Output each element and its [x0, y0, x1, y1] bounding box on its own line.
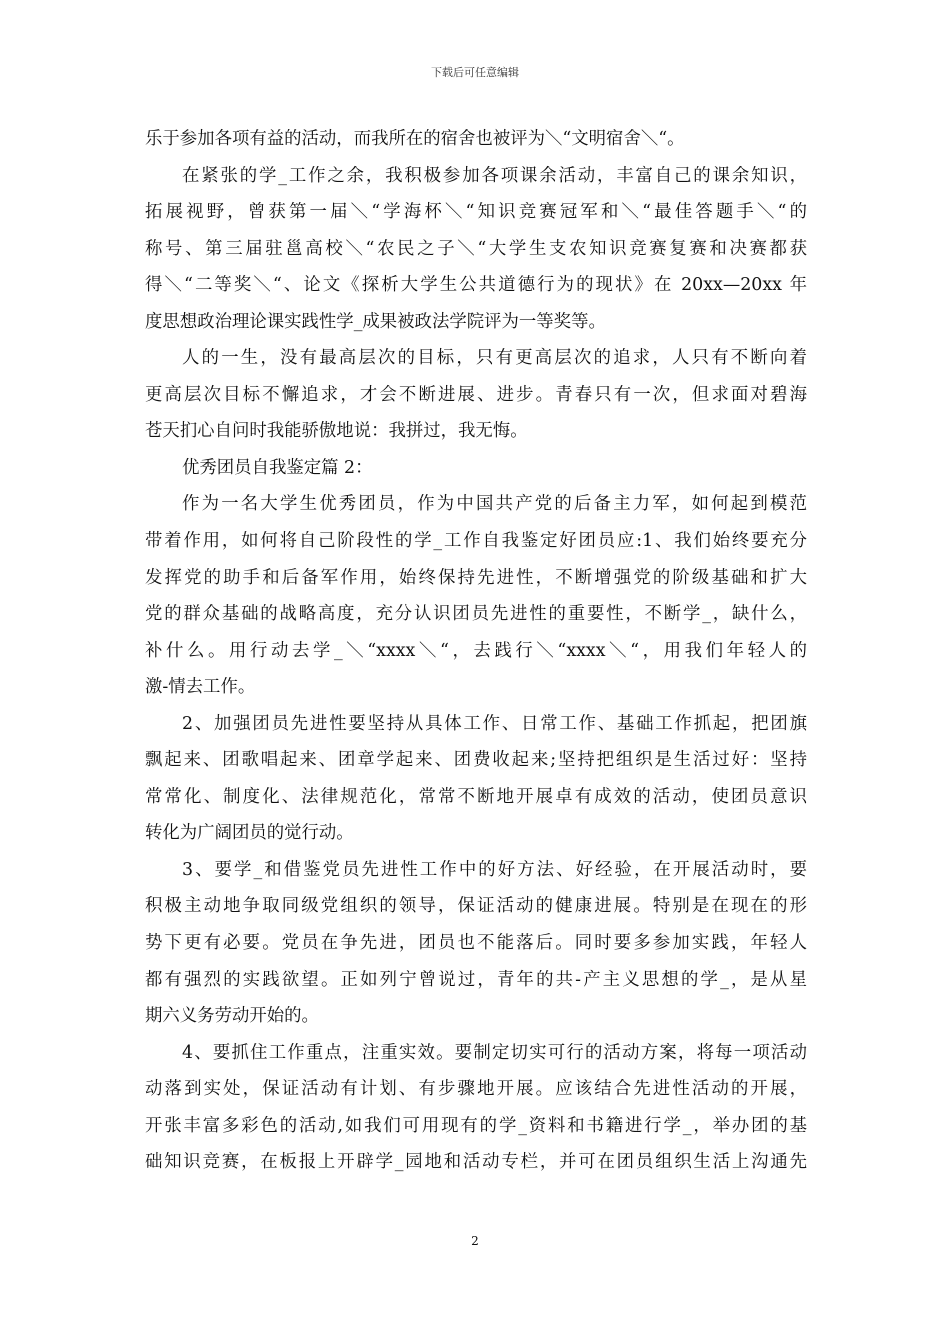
document-body: [145, 121, 807, 1181]
paragraph-start-line: 作为一名大学生优秀团员，作为中国共产党的后备主力军，如何起到模范: [182, 494, 807, 515]
text-line: 积极主动地争取同级党组织的领导，保证活动的健康进展。特别是在现在的形: [145, 896, 807, 917]
page-header: 下载后可任意编辑: [431, 66, 519, 79]
text-line: 激-情去工作。: [145, 677, 256, 698]
text-line: 拓展视野，曾获第一届＼“学海杯＼“知识竞赛冠军和＼“最佳答题手＼“的: [145, 202, 807, 223]
text-line: 得＼“二等奖＼“、论文《探析大学生公共道德行为的现状》在 20xx—20xx 年: [145, 275, 807, 296]
text-line: 度思想政治理论课实践性学_成果被政法学院评为一等奖等。: [145, 311, 606, 332]
text-line: 期六义务劳动开始的。: [145, 1006, 319, 1027]
text-line: 常常化、制度化、法律规范化，常常不断地开展卓有成效的活动，使团员意识: [145, 786, 807, 807]
paragraph-start-line: 人的一生，没有最高层次的目标，只有更高层次的追求，人只有不断向着: [182, 348, 807, 369]
text-line: 势下更有必要。党员在争先进，团员也不能落后。同时要多参加实践，年轻人: [145, 933, 807, 954]
text-line: 乐于参加各项有益的活动，而我所在的宿舍也被评为＼“文明宿舍＼“。: [145, 129, 685, 149]
text-line: 开张丰富多彩色的活动,如我们可用现有的学_资料和书籍进行学_，举办团的基: [145, 1115, 807, 1136]
text-line: 补什么。用行动去学_＼“xxxx＼“，去践行＼“xxxx＼“，用我们年轻人的: [145, 640, 807, 661]
text-line: 党的群众基础的战略高度，充分认识团员先进性的重要性，不断学_，缺什么，: [145, 604, 807, 625]
paragraph-start-line: 在紧张的学_工作之余，我积极参加各项课余活动，丰富自己的课余知识，: [182, 165, 807, 186]
text-line: 础知识竞赛，在板报上开辟学_园地和活动专栏，并可在团员组织生活上沟通先: [145, 1152, 807, 1173]
text-line: 转化为广阔团员的觉行动。: [145, 823, 354, 844]
page-number: 2: [471, 1234, 479, 1248]
paragraph-start-line: 2、加强团员先进性要坚持从具体工作、日常工作、基础工作抓起，把团旗: [182, 713, 807, 734]
text-line: 带着作用，如何将自己阶段性的学_工作自我鉴定好团员应:1、我们始终要充分: [145, 531, 807, 552]
text-line: 苍天扪心自问时我能骄傲地说：我拼过，我无悔。: [145, 421, 528, 442]
text-line: 称号、第三届驻邕高校＼“农民之子＼“大学生支农知识竞赛复赛和决赛都获: [145, 238, 807, 259]
text-line: 飘起来、团歌唱起来、团章学起来、团费收起来;坚持把组织是生活过好：坚持: [145, 750, 807, 771]
text-line: 更高层次目标不懈追求，才会不断进展、进步。青春只有一次，但求面对碧海: [145, 384, 807, 405]
paragraph-start-line: 4、要抓住工作重点，注重实效。要制定切实可行的活动方案，将每一项活动: [182, 1042, 807, 1063]
text-line: 动落到实处，保证活动有计划、有步骤地开展。应该结合先进性活动的开展，: [145, 1079, 807, 1100]
paragraph-start-line: 3、要学_和借鉴党员先进性工作中的好方法、好经验，在开展活动时，要: [182, 859, 807, 880]
text-line: 都有强烈的实践欲望。正如列宁曾说过，青年的共-产主义思想的学_，是从星: [145, 969, 807, 990]
section-heading: 优秀团员自我鉴定篇 2：: [182, 457, 373, 478]
text-line: 发挥党的助手和后备军作用，始终保持先进性，不断增强党的阶级基础和扩大: [145, 567, 807, 588]
